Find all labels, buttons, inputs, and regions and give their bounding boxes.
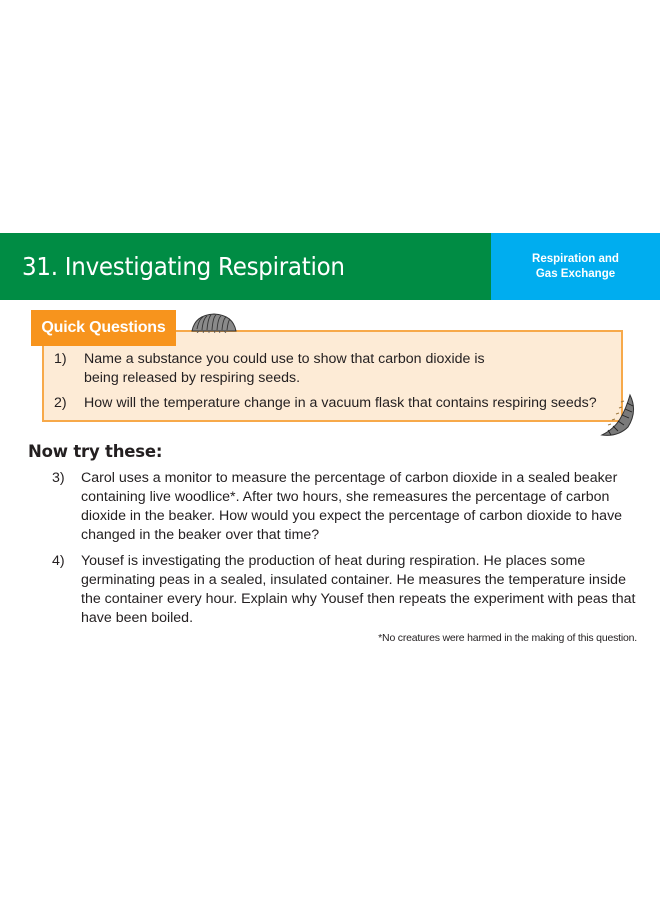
question-text: How will the temperature change in a vacuum flask that contains respiring seeds? <box>84 395 597 411</box>
footnote: *No creatures were harmed in the making of this question. <box>378 632 637 644</box>
question-text: Carol uses a monitor to measure the percentage of carbon dioxide in a sealed beaker containing live woodlice*. After two hours, she remeasures the percentage of carbon dioxide in the beaker. How would you expect the percentage of carbon dioxide to have changed in the beaker over that time? <box>81 470 623 543</box>
title-banner <box>0 233 491 300</box>
topic-label <box>491 233 660 300</box>
page-title: 31. Investigating Respiration <box>22 252 345 281</box>
page-header <box>0 233 660 300</box>
now-try-these-heading: Now try these: <box>28 442 163 461</box>
woodlouse-curled-icon <box>598 393 638 439</box>
question-item <box>52 469 642 545</box>
question-number: 3) <box>52 470 65 486</box>
question-number: 4) <box>52 553 65 569</box>
quick-questions-label: Quick Questions <box>41 319 166 336</box>
question-item <box>54 394 619 413</box>
quick-questions-list <box>54 350 619 419</box>
question-item <box>54 350 619 388</box>
question-item <box>52 552 642 628</box>
now-try-these-list <box>52 469 642 635</box>
topic-line-2: Gas Exchange <box>535 267 616 280</box>
woodlouse-icon <box>189 311 239 333</box>
question-number: 1) <box>54 351 67 367</box>
quick-questions-tab <box>31 310 176 346</box>
question-text: Yousef is investigating the production of heat during respiration. He places some germinating peas in a sealed, insulated container. He measures the temperature inside the container every hour. Explain why Yousef then repeats the experiment with peas that have been boiled. <box>81 553 636 626</box>
topic-line-1: Respiration and <box>532 252 619 265</box>
question-text: Name a substance you could use to show that carbon dioxide is being released by respiring seeds. <box>84 351 485 386</box>
question-number: 2) <box>54 395 67 411</box>
